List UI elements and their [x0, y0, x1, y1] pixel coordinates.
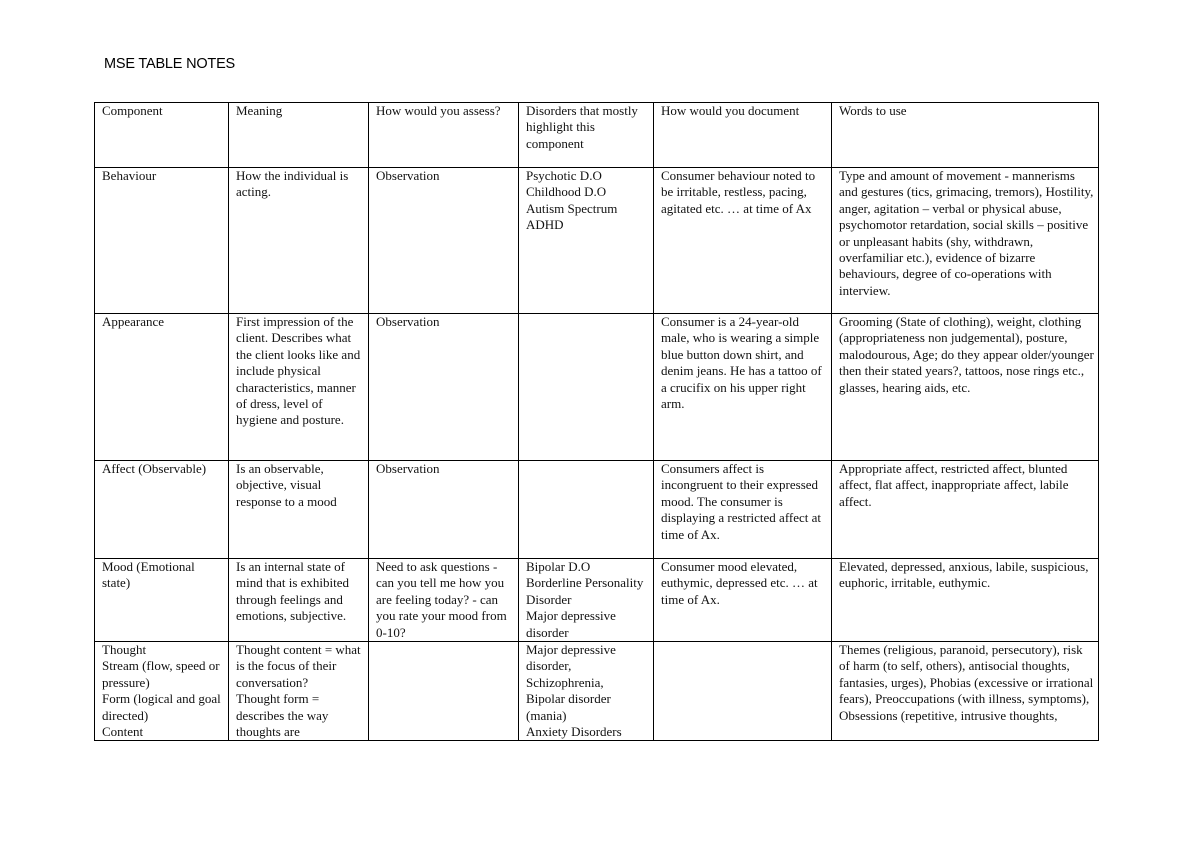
header-cell-component: Component [95, 103, 229, 168]
assess-cell: Need to ask questions - can you tell me how you are feeling today? - can you rate your mood from 0-10? [369, 559, 519, 642]
table-row [95, 168, 1099, 314]
assess-cell: Observation [369, 168, 519, 314]
page-title: MSE TABLE NOTES [104, 56, 236, 72]
header-cell-meaning: Meaning [229, 103, 369, 168]
words-cell: Appropriate affect, restricted affect, blunted affect, flat affect, inappropriate affect, labile affect. [832, 461, 1099, 559]
table-row [95, 461, 1099, 559]
table-row [95, 314, 1099, 461]
disorders-cell: Bipolar D.O Borderline Personality Disorder Major depressive disorder [519, 559, 654, 642]
table-row [95, 642, 1099, 741]
header-cell-document: How would you document [654, 103, 832, 168]
assess-cell: Observation [369, 314, 519, 461]
mse-table [94, 102, 1099, 741]
disorders-cell [519, 314, 654, 461]
component-cell: Appearance [95, 314, 229, 461]
words-cell: Grooming (State of clothing), weight, clothing (appropriateness non judgemental), posture, malodourous, Age; do they appear older/younger then their stated years?, tattoos, nose rings etc., glasses, hearing aids, etc. [832, 314, 1099, 461]
assess-cell: Observation [369, 461, 519, 559]
document-cell: Consumer is a 24-year-old male, who is wearing a simple blue button down shirt, and denim jeans. He has a tattoo of a crucifix on his upper right arm. [654, 314, 832, 461]
header-cell-assess: How would you assess? [369, 103, 519, 168]
component-cell: Thought Stream (flow, speed or pressure) Form (logical and goal directed) Content [95, 642, 229, 741]
meaning-cell: Is an internal state of mind that is exhibited through feelings and emotions, subjective. [229, 559, 369, 642]
component-cell: Behaviour [95, 168, 229, 314]
meaning-cell: Thought content = what is the focus of their conversation? Thought form = describes the way thoughts are [229, 642, 369, 741]
document-cell: Consumers affect is incongruent to their expressed mood. The consumer is displaying a restricted affect at time of Ax. [654, 461, 832, 559]
table-header-row [95, 103, 1099, 168]
assess-cell [369, 642, 519, 741]
document-cell [654, 642, 832, 741]
document-cell: Consumer mood elevated, euthymic, depressed etc. … at time of Ax. [654, 559, 832, 642]
words-cell: Themes (religious, paranoid, persecutory), risk of harm (to self, others), antisocial thoughts, fantasies, urges), Phobias (excessive or irrational fears), Preoccupations (with illness, symptoms), Obsessions (repetitive, intrusive thoughts, [832, 642, 1099, 741]
disorders-cell [519, 461, 654, 559]
words-cell: Elevated, depressed, anxious, labile, suspicious, euphoric, irritable, euthymic. [832, 559, 1099, 642]
table-row [95, 559, 1099, 642]
meaning-cell: How the individual is acting. [229, 168, 369, 314]
meaning-cell: Is an observable, objective, visual response to a mood [229, 461, 369, 559]
document-cell: Consumer behaviour noted to be irritable, restless, pacing, agitated etc. … at time of Ax [654, 168, 832, 314]
component-cell: Affect (Observable) [95, 461, 229, 559]
header-cell-words: Words to use [832, 103, 1099, 168]
component-cell: Mood (Emotional state) [95, 559, 229, 642]
disorders-cell: Major depressive disorder, Schizophrenia, Bipolar disorder (mania) Anxiety Disorders [519, 642, 654, 741]
meaning-cell: First impression of the client. Describes what the client looks like and include physical characteristics, manner of dress, level of hygiene and posture. [229, 314, 369, 461]
words-cell: Type and amount of movement - mannerisms and gestures (tics, grimacing, tremors), Hostility, anger, agitation – verbal or physical abuse, psychomotor retardation, social skills – positive or unpleasant habits (shy, withdrawn, overfamiliar etc.), evidence of bizarre behaviours, degree of co-operations with interview. [832, 168, 1099, 314]
disorders-cell: Psychotic D.O Childhood D.O Autism Spectrum ADHD [519, 168, 654, 314]
header-cell-disorders: Disorders that mostly highlight this component [519, 103, 654, 168]
